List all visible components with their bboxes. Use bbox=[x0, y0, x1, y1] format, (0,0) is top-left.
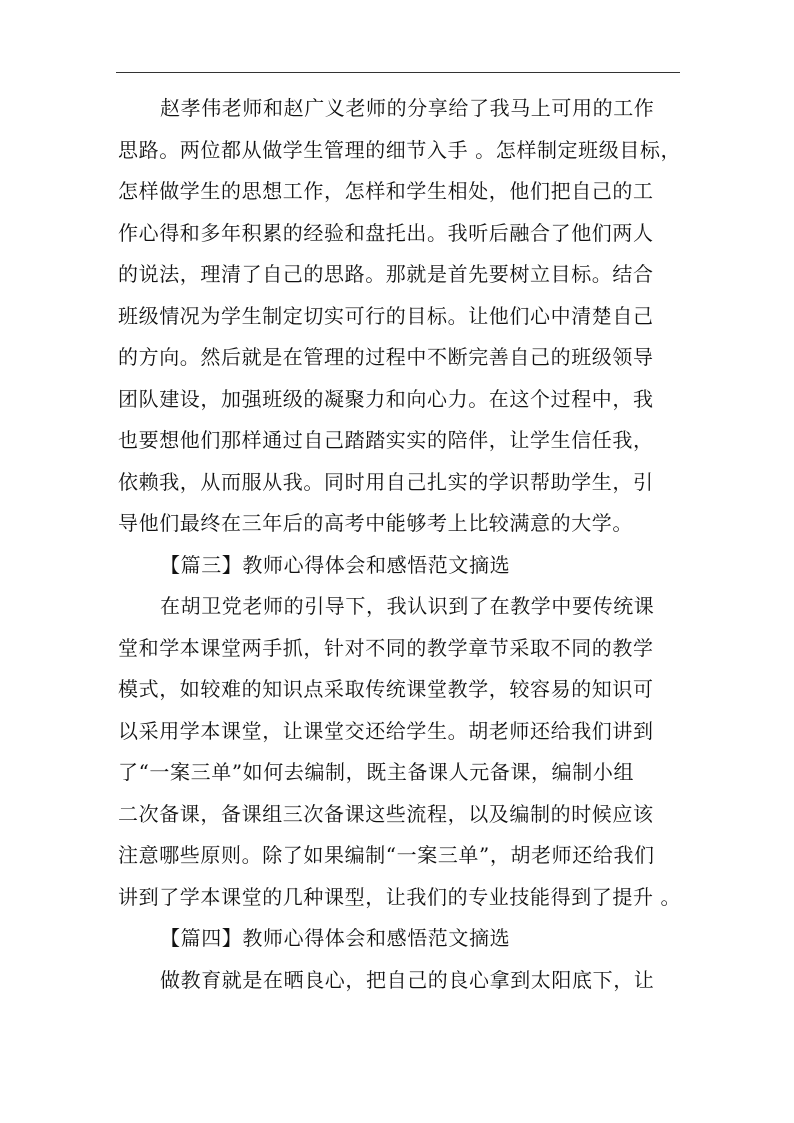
paragraph-line: 团队建设，加强班级的凝聚力和向心力。在这个过程中，我 bbox=[118, 386, 654, 411]
header-rule bbox=[116, 72, 680, 73]
paragraph-line: 注意哪些原则。除了如果编制“一案三单”，胡老师还给我们 bbox=[118, 843, 655, 867]
paragraph-line: 了“一案三单”如何去编制，既主备课人元备课，编制小组 bbox=[118, 760, 635, 784]
paragraph-line: 在胡卫党老师的引导下，我认识到了在教学中要传统课 bbox=[160, 594, 655, 618]
paragraph-line: 以采用学本课堂，让课堂交还给学生。胡老师还给我们讲到 bbox=[118, 718, 654, 743]
paragraph-line: 班级情况为学生制定切实可行的目标。让他们心中清楚自己 bbox=[118, 303, 654, 328]
paragraph-line: 赵孝伟老师和赵广义老师的分享给了我马上可用的工作 bbox=[160, 96, 655, 120]
paragraph-line: 的说法，理清了自己的思路。那就是首先要树立目标。结合 bbox=[118, 262, 654, 286]
paragraph-2 bbox=[118, 586, 684, 918]
paragraph-line: 怎样做学生的思想工作，怎样和学生相处，他们把自己的工 bbox=[118, 179, 654, 203]
section-heading-3 bbox=[118, 545, 684, 587]
paragraph-line: 讲到了学本课堂的几种课型，让我们的专业技能得到了提升 。 bbox=[118, 884, 682, 909]
section-heading: 【篇四】教师心得体会和感悟范文摘选 bbox=[160, 926, 511, 950]
paragraph-line: 做教育就是在晒良心，把自己的良心拿到太阳底下，让 bbox=[160, 967, 655, 992]
section-heading-4 bbox=[118, 918, 684, 960]
paragraph-line: 导他们最终在三年后的高考中能够考上比较满意的大学。 bbox=[118, 511, 633, 535]
paragraph-line: 依赖我，从而服从我。同时用自己扎实的学识帮助学生，引 bbox=[118, 469, 654, 494]
paragraph-line: 也要想他们那样通过自己踏踏实实的陪伴，让学生信任我， bbox=[118, 428, 654, 452]
section-heading: 【篇三】教师心得体会和感悟范文摘选 bbox=[160, 552, 511, 577]
paragraph-line: 二次备课，备课组三次备课这些流程，以及编制的时候应该 bbox=[118, 801, 654, 826]
paragraph-3 bbox=[118, 960, 684, 1002]
paragraph-line: 堂和学本课堂两手抓，针对不同的教学章节采取不同的教学 bbox=[118, 635, 654, 660]
paragraph-1 bbox=[118, 88, 684, 545]
paragraph-line: 思路。两位都从做学生管理的细节入手 。怎样制定班级目标， bbox=[118, 137, 682, 162]
paragraph-line: 模式，如较难的知识点采取传统课堂教学，较容易的知识可 bbox=[118, 677, 654, 701]
document-body bbox=[118, 88, 684, 1001]
paragraph-line: 的方向。然后就是在管理的过程中不断完善自己的班级领导 bbox=[118, 345, 654, 369]
paragraph-line: 作心得和多年积累的经验和盘托出。我听后融合了他们两人 bbox=[118, 220, 654, 245]
